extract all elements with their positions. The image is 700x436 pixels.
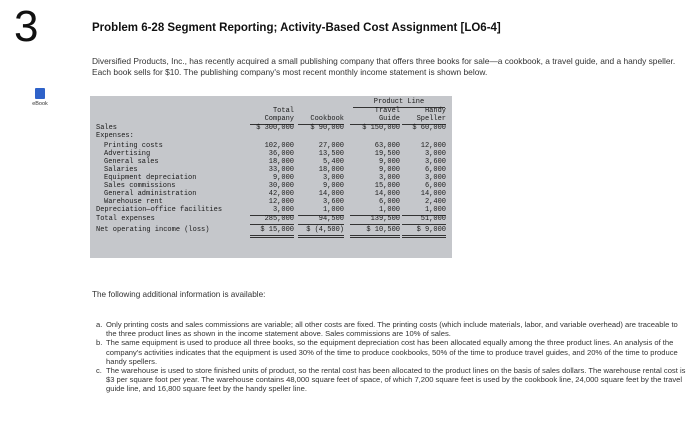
note-text: The same equipment is used to produce all three books, so the equipment depreciation cost has been allocated equally among the three product lines. An analysis of the company's activities indicates that the equipment is used 30% of the time to produce cookbooks, 50% of the time to produce travel guides, and 20% of the time to produce handy spellers. bbox=[106, 338, 678, 366]
note-letter: b. bbox=[96, 338, 103, 348]
expense-row-label: General administration bbox=[104, 190, 197, 198]
expense-value: 12,000 bbox=[268, 198, 294, 206]
col-travel-line2: Guide bbox=[350, 116, 400, 125]
expense-value: 6,000 bbox=[424, 166, 446, 174]
col-speller-line1: Handy bbox=[424, 107, 446, 115]
expense-value: 36,000 bbox=[268, 150, 294, 158]
col-total-line2: Company bbox=[250, 116, 294, 125]
expense-value: 6,000 bbox=[378, 198, 400, 206]
sales-cookbook: $ 90,000 bbox=[310, 124, 344, 132]
expense-value: 30,000 bbox=[268, 182, 294, 190]
sales-speller: $ 60,000 bbox=[412, 124, 446, 132]
problem-title: Problem 6-28 Segment Reporting; Activity-Based Cost Assignment [LO6-4] bbox=[92, 22, 501, 34]
expense-value: 19,500 bbox=[374, 150, 400, 158]
expense-value: 63,000 bbox=[374, 142, 400, 150]
expense-value: 14,000 bbox=[318, 190, 344, 198]
expense-value: 18,000 bbox=[268, 158, 294, 166]
expense-row-label: Equipment depreciation bbox=[104, 174, 197, 182]
col-total-line1: Total bbox=[272, 107, 294, 115]
col-travel-line1: Travel bbox=[374, 107, 400, 115]
expense-value: 9,000 bbox=[378, 166, 400, 174]
expenses-label: Expenses: bbox=[96, 132, 134, 140]
expense-row-label: Warehouse rent bbox=[104, 198, 163, 206]
expense-value: 3,000 bbox=[378, 174, 400, 182]
expense-value: 12,000 bbox=[420, 142, 446, 150]
note-letter: a. bbox=[96, 320, 103, 329]
expense-value: 9,000 bbox=[378, 158, 400, 166]
net-income-value: $ 10,500 bbox=[350, 227, 400, 238]
expense-value: 3,600 bbox=[322, 198, 344, 206]
note-text: Only printing costs and sales commissions are variable; all other costs are fixed. The printing costs (which include materials, labor, and variable overhead) are traceable to the three product lines as shown in the income statement above. Sales commissions are 10% of sales. bbox=[106, 320, 678, 339]
total-expenses-value: 139,500 bbox=[350, 216, 400, 225]
expense-value: 6,000 bbox=[424, 182, 446, 190]
expense-value: 3,000 bbox=[322, 174, 344, 182]
net-income-value: $ (4,500) bbox=[298, 227, 344, 238]
expense-value: 33,000 bbox=[268, 166, 294, 174]
total-expenses-value: 285,000 bbox=[250, 216, 294, 225]
net-income-label: Net operating income (loss) bbox=[96, 226, 210, 234]
expense-row-label: Advertising bbox=[104, 150, 151, 158]
expense-value: 9,000 bbox=[322, 182, 344, 190]
expense-value: 27,000 bbox=[318, 142, 344, 150]
income-statement bbox=[90, 96, 452, 258]
expense-value: 42,000 bbox=[268, 190, 294, 198]
list-item bbox=[96, 338, 686, 366]
question-number: 3 bbox=[14, 2, 39, 51]
expense-value: 1,000 bbox=[402, 207, 446, 216]
sales-travel: $ 150,000 bbox=[362, 124, 400, 132]
col-speller-line2: Speller bbox=[402, 116, 446, 125]
expense-value: 14,000 bbox=[420, 190, 446, 198]
ebook-icon bbox=[35, 88, 45, 99]
expense-value: 3,000 bbox=[250, 207, 294, 216]
problem-intro: Diversified Products, Inc., has recently acquired a small publishing company that offers three books for sale—a cookbook, a travel guide, and a handy speller. Each book sells for $10. The publishing company's most recent monthly income statement is shown below. bbox=[92, 56, 676, 77]
ebook-label: eBook bbox=[32, 101, 48, 107]
note-letter: c. bbox=[96, 366, 102, 376]
sales-total: $ 300,000 bbox=[256, 124, 294, 132]
additional-info-heading: The following additional information is available: bbox=[92, 290, 266, 299]
expense-value: 9,000 bbox=[272, 174, 294, 182]
col-cookbook-line2: Cookbook bbox=[298, 116, 344, 125]
expense-row-label: Sales commissions bbox=[104, 182, 176, 190]
expense-value: 5,400 bbox=[322, 158, 344, 166]
product-line-header: Product Line bbox=[353, 99, 445, 108]
total-expenses-value: 94,500 bbox=[298, 216, 344, 225]
expense-value: 102,000 bbox=[264, 142, 294, 150]
net-income-value: $ 15,000 bbox=[250, 227, 294, 238]
net-income-value: $ 9,000 bbox=[402, 227, 446, 238]
expense-row-label: Printing costs bbox=[104, 142, 163, 150]
expense-value: 1,000 bbox=[350, 207, 400, 216]
list-item bbox=[96, 320, 686, 338]
expense-value: 15,000 bbox=[374, 182, 400, 190]
expense-value: 18,000 bbox=[318, 166, 344, 174]
expense-value: 14,000 bbox=[374, 190, 400, 198]
expense-value: 3,000 bbox=[424, 150, 446, 158]
expense-value: 3,600 bbox=[424, 158, 446, 166]
expense-value: 1,000 bbox=[298, 207, 344, 216]
list-item bbox=[96, 366, 686, 394]
ebook-link[interactable] bbox=[23, 88, 57, 107]
total-expenses-value: 51,000 bbox=[402, 216, 446, 225]
sales-label: Sales bbox=[96, 124, 118, 132]
expense-value: 13,500 bbox=[318, 150, 344, 158]
note-text: The warehouse is used to store finished units of product, so the rental cost has been allocated to the product lines on the basis of sales dollars. The warehouse rental cost is $3 per square foot per year. The warehouse contains 48,000 square feet of space, of which 7,200 square feet is used by the cookbook line, 24,000 square feet by the travel guide line, and 16,800 square feet by the handy speller line. bbox=[106, 366, 686, 394]
notes-list bbox=[96, 320, 686, 394]
expense-value: 3,000 bbox=[424, 174, 446, 182]
expense-row-label: General sales bbox=[104, 158, 159, 166]
expense-row-label: Depreciation—office facilities bbox=[96, 206, 223, 214]
expense-row-label: Salaries bbox=[104, 166, 138, 174]
total-expenses-label: Total expenses bbox=[96, 215, 155, 223]
expense-value: 2,400 bbox=[424, 198, 446, 206]
